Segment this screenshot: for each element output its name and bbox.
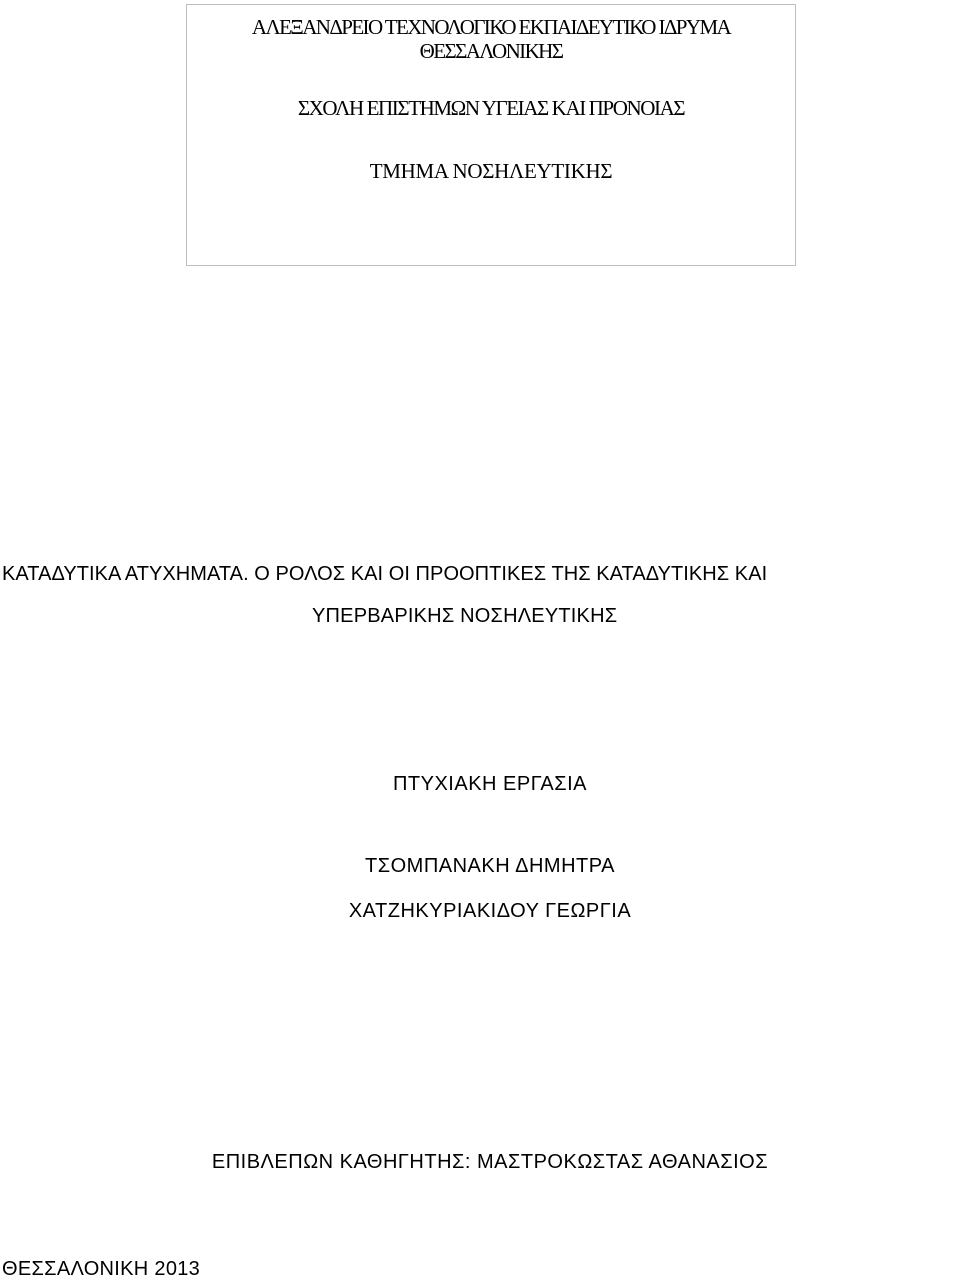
institution-name: ΑΛΕΞΑΝΔΡΕΙΟ ΤΕΧΝΟΛΟΓΙΚΟ ΕΚΠΑΙΔΕΥΤΙΚΟ ΙΔΡΥΜΑ [251,15,731,39]
supervisor-line: ΕΠΙΒΛΕΠΩΝ ΚΑΘΗΓΗΤΗΣ: ΜΑΣΤΡΟΚΩΣΤΑΣ ΑΘΑΝΑΣΙΟΣ [211,1151,769,1173]
institution-city: ΘΕΣΣΑΛΟΝΙΚΗΣ [419,39,563,63]
author-name: ΧΑΤΖΗΚΥΡΙΑΚΙΔΟΥ ΓΕΩΡΓΙΑ [348,900,632,922]
place-and-year: ΘΕΣΣΑΛΟΝΙΚΗ 2013 [2,1258,201,1280]
thesis-title-line-1: ΚΑΤΑΔΥΤΙΚΑ ΑΤΥΧΗΜΑΤΑ. Ο ΡΟΛΟΣ ΚΑΙ ΟΙ ΠΡΟΟΠΤΙΚΕΣ ΤΗΣ ΚΑΤΑΔΥΤΙΚΗΣ ΚΑΙ [2,563,768,585]
school-name: ΣΧΟΛΗ ΕΠΙΣΤΗΜΩΝ ΥΓΕΙΑΣ ΚΑΙ ΠΡΟΝΟΙΑΣ [297,96,685,120]
department-name: ΤΜΗΜΑ ΝΟΣΗΛΕΥΤΙΚΗΣ [369,159,613,183]
thesis-title-line-2: ΥΠΕΡΒΑΡΙΚΗΣ ΝΟΣΗΛΕΥΤΙΚΗΣ [312,605,618,627]
author-name: ΤΣΟΜΠΑΝΑΚΗ ΔΗΜΗΤΡΑ [365,855,615,877]
institution-header-box [186,4,796,266]
thesis-type-label: ΠΤΥΧΙΑΚΗ ΕΡΓΑΣΙΑ [392,773,588,795]
